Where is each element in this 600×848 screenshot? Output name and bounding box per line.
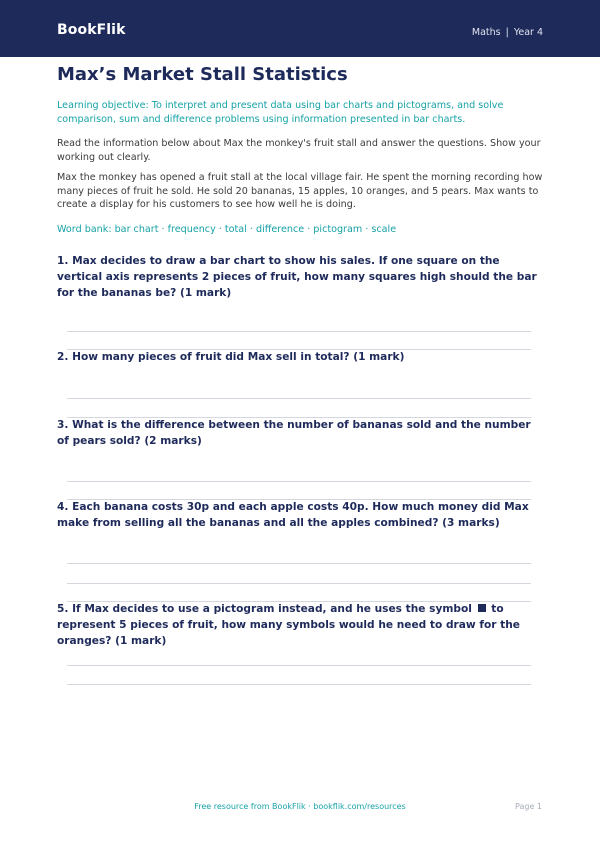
footer-text: Free resource from BookFlik · bookflik.com/resources bbox=[194, 802, 406, 811]
word-bank: Word bank: bar chart · frequency · total · difference · pictogram · scale bbox=[57, 224, 397, 235]
learning-objective: Learning objective: To interpret and present data using bar charts and pictograms, and solve comparison, sum and difference problems using information presented in bar charts. bbox=[57, 100, 504, 125]
square-icon bbox=[478, 604, 486, 612]
answer-line[interactable] bbox=[67, 665, 531, 666]
subject-label: Maths bbox=[471, 27, 501, 38]
question-5-text-after: to represent 5 pieces of fruit, how many symbols would he need to draw for the oranges? (1 mark) bbox=[57, 603, 520, 647]
answer-line[interactable] bbox=[67, 583, 531, 584]
story-paragraph: Max the monkey has opened a fruit stall at the local village fair. He spent the morning recording how many pieces of fruit he sold. He sold 20 bananas, 15 apples, 10 oranges, and 5 pears. Max wants to create a display for his customers to see how well he is doing. bbox=[57, 172, 543, 210]
question-1: 1. Max decides to draw a bar chart to show his sales. If one square on the vertical axis represents 2 pieces of fruit, how many squares high should the bar for the bananas be? (1 mark) bbox=[57, 255, 537, 299]
intro-paragraph: Read the information below about Max the monkey's fruit stall and answer the questions. Show your working out clearly. bbox=[57, 138, 541, 163]
answer-line[interactable] bbox=[67, 563, 531, 564]
page-number: Page 1 bbox=[515, 802, 542, 811]
year-label: Year 4 bbox=[513, 27, 543, 38]
header-meta bbox=[472, 27, 543, 38]
page-title: Max’s Market Stall Statistics bbox=[57, 64, 348, 85]
answer-line[interactable] bbox=[67, 481, 531, 482]
header-bar bbox=[0, 0, 600, 57]
header-separator: | bbox=[505, 27, 509, 38]
question-5 bbox=[57, 602, 543, 649]
question-5-text-before: 5. If Max decides to use a pictogram instead, and he uses the symbol bbox=[57, 603, 472, 615]
answer-line[interactable] bbox=[67, 398, 531, 399]
answer-line[interactable] bbox=[67, 331, 531, 332]
answer-line[interactable] bbox=[67, 684, 531, 685]
question-2: 2. How many pieces of fruit did Max sell in total? (1 mark) bbox=[57, 351, 405, 363]
question-4: 4. Each banana costs 30p and each apple costs 40p. How much money did Max make from selling all the bananas and all the apples combined? (3 marks) bbox=[57, 501, 529, 529]
brand-logo: BookFlik bbox=[57, 22, 126, 38]
question-3: 3. What is the difference between the number of bananas sold and the number of pears sold? (2 marks) bbox=[57, 419, 531, 447]
